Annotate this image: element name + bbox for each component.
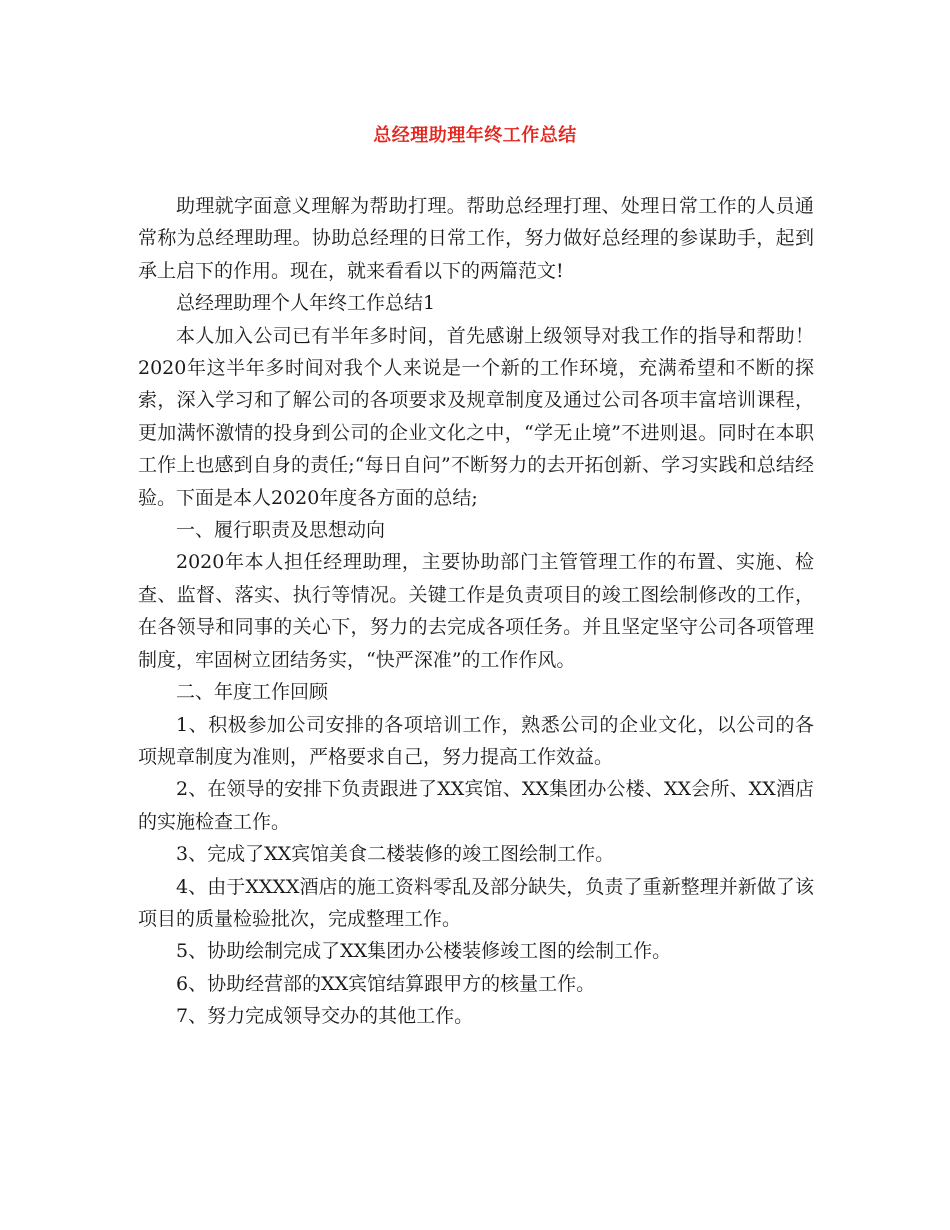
list-item-6: 6、协助经营部的XX宾馆结算跟甲方的核量工作。: [176, 972, 596, 995]
section-heading-duties: 一、履行职责及思想动向: [176, 519, 386, 542]
document-body: [138, 190, 814, 1033]
paragraph-opening: 本人加入公司已有半年多时间，首先感谢上级领导对我工作的指导和帮助！2020年这半年多时间对我个人来说是一个新的工作环境，充满希望和不断的探索，深入学习和了解公司的各项要求及规章制度及通过公司各项丰富培训课程，更加满怀激情的投身到公司的企业文化之中，“学无止境”不进则退。同时在本职工作上也感到自身的责任;“每日自问”不断努力的去开拓创新、学习实践和总结经验。下面是本人2020年度各方面的总结;: [138, 324, 814, 509]
list-item-3: 3、完成了XX宾馆美食二楼装修的竣工图绘制工作。: [176, 843, 615, 866]
document-title: 总经理助理年终工作总结: [373, 125, 577, 146]
list-item-5: 5、协助绘制完成了XX集团办公楼装修竣工图的绘制工作。: [176, 940, 672, 963]
list-item-2: 2、在领导的安排下负责跟进了XX宾馆、XX集团办公楼、XX会所、XX酒店的实施检查工作。: [138, 778, 814, 833]
paragraph-duties: 2020年本人担任经理助理，主要协助部门主管管理工作的布置、实施、检查、监督、落实、执行等情况。关键工作是负责项目的竣工图绘制修改的工作，在各领导和同事的关心下，努力的去完成各项任务。并且坚定坚守公司各项管理制度，牢固树立团结务实，“快严深准”的工作作风。: [138, 551, 814, 671]
paragraph-subtitle: 总经理助理个人年终工作总结1: [176, 292, 436, 315]
list-item-4: 4、由于XXXX酒店的施工资料零乱及部分缺失，负责了重新整理并新做了该项目的质量检验批次，完成整理工作。: [138, 875, 814, 930]
section-heading-review: 二、年度工作回顾: [176, 681, 329, 704]
paragraph-intro: 助理就字面意义理解为帮助打理。帮助总经理打理、处理日常工作的人员通常称为总经理助理。协助总经理的日常工作，努力做好总经理的参谋助手，起到承上启下的作用。现在，就来看看以下的两篇范文!: [138, 195, 814, 282]
list-item-1: 1、积极参加公司安排的各项培训工作，熟悉公司的企业文化，以公司的各项规章制度为准则，严格要求自己，努力提高工作效益。: [138, 713, 814, 768]
list-item-7: 7、努力完成领导交办的其他工作。: [176, 1005, 474, 1028]
